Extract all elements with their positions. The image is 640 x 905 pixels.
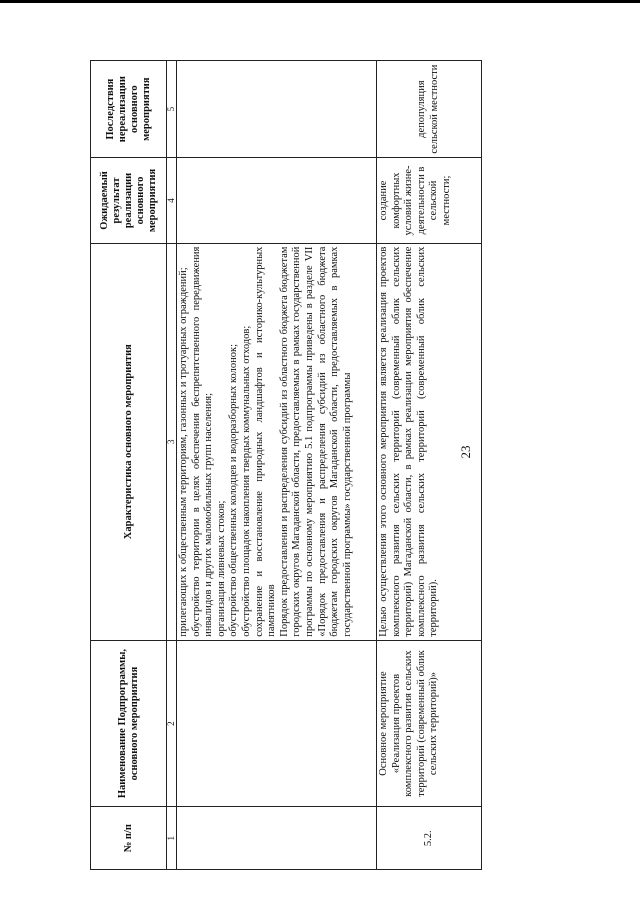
- header-expected: Ожидаемый результат реализации основного мероприятия: [91, 158, 167, 243]
- row2-expected: создание комфортных условий жизне-деятельности в сельской местности;: [377, 158, 482, 243]
- header-num: № п/п: [91, 807, 167, 870]
- characteristic-line: обустройство общественных колодцев и водоразборных колонок;: [228, 343, 240, 637]
- table-header-row: [91, 61, 167, 870]
- characteristic-line: Порядок предоставления и распределения субсидий из областного бюджета бюджетам городских округов Магаданской области, предоставляемых в рамках государственной программы по основному мероприятию 5.1 подпрограммы приведены в разделе VII «Порядок предоставления и распределения субсидий из областного бюджета бюджетам городских округов Магаданской области, предоставляемых в рамках государственной программы» государственной программы: [278, 246, 353, 637]
- header-name: Наименование Подпрограммы, основного мероприятия: [91, 640, 167, 807]
- characteristic-line: организация ливневых стоков;: [215, 500, 227, 637]
- characteristic-line: прилегающих к общественным территориям, газонных и тротуарных ограждений;: [178, 267, 189, 637]
- column-number: 2: [167, 640, 177, 807]
- characteristic-line: обустройство территории в целях обеспечения беспрепятственного передвижения инвалидов и других маломобильных групп населения;: [190, 246, 215, 637]
- header-characteristic: Характеристика основного мероприятия: [91, 243, 167, 640]
- row2-num: 5.2.: [377, 807, 482, 870]
- row1-expected: [177, 158, 377, 243]
- row1-consequences: [177, 61, 377, 158]
- column-number: 5: [167, 61, 177, 158]
- rotated-table-wrapper: [90, 60, 482, 870]
- row2-characteristic: [377, 243, 482, 640]
- row2-consequences: депопуляция сельской местности: [377, 61, 482, 158]
- table-row: [177, 61, 377, 870]
- row2-name: Основное мероприятие «Реализация проектов комплексного развития сельских территорий (современный облик сельских территорий)»: [377, 640, 482, 807]
- characteristic-line: сохранение и восстановление природных ландшафтов и историко-культурных памятников: [253, 246, 278, 637]
- characteristic-line: обустройство площадок накопления твердых коммунальных отходов;: [240, 325, 252, 637]
- row1-characteristic: [177, 243, 377, 640]
- characteristic-text: Целью осуществления этого основного мероприятия является реализация проектов комплексного развития сельских территорий (современный облик сельских территорий) Магаданской области, в рамках реализации мероприятия обеспечение комплексного развития сельских территорий (современный облик сельских территорий).: [378, 246, 440, 637]
- scan-border-top: [0, 0, 640, 3]
- column-number-row: [167, 61, 177, 870]
- table-row: [377, 61, 482, 870]
- column-number: 1: [167, 807, 177, 870]
- row1-num: [177, 807, 377, 870]
- page-number: 23: [458, 445, 473, 459]
- header-consequences: Последствия нереализации основного мероприятия: [91, 61, 167, 158]
- measures-table: [90, 60, 482, 870]
- column-number: 3: [167, 243, 177, 640]
- column-number: 4: [167, 158, 177, 243]
- row1-name: [177, 640, 377, 807]
